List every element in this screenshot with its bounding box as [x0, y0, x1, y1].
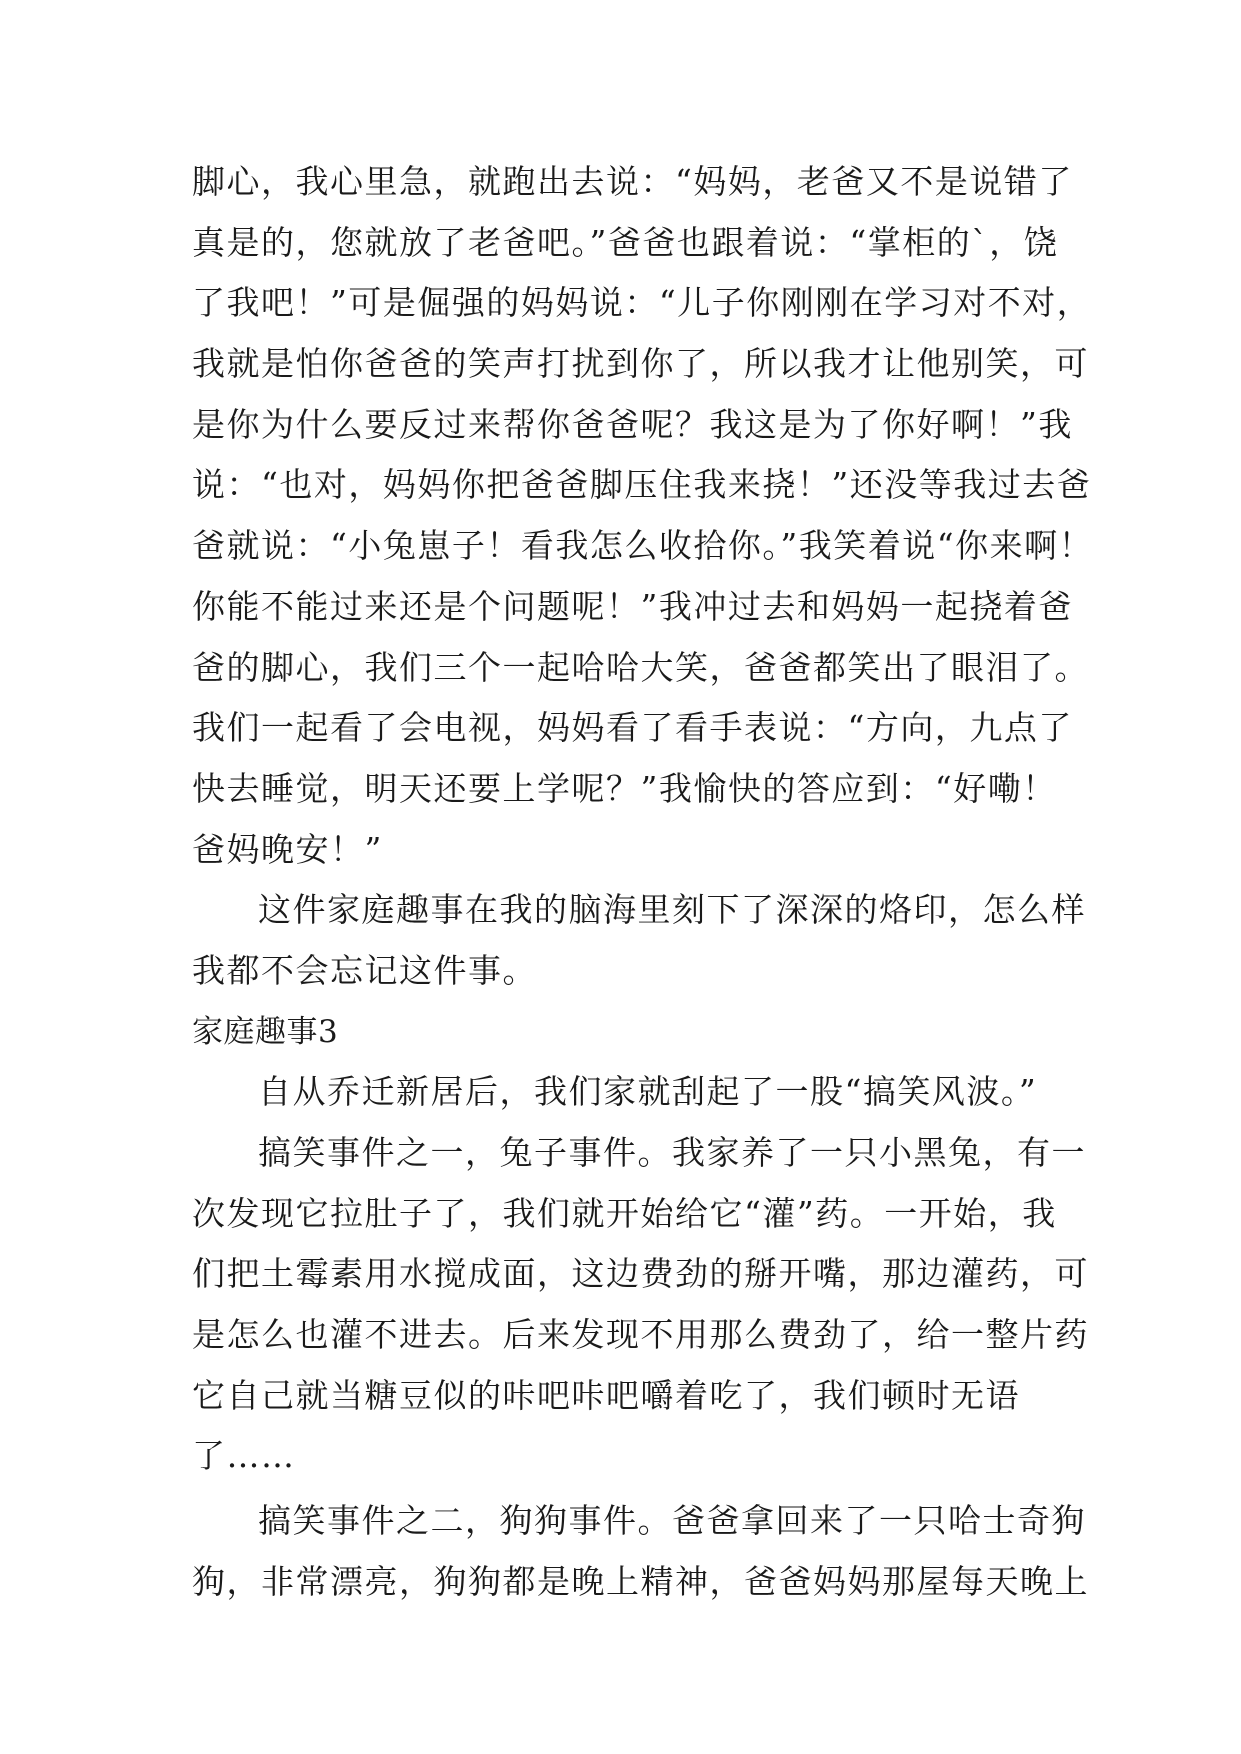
text-line: 搞笑事件之二，狗狗事件。爸爸拿回来了一只哈士奇狗 [258, 1501, 1086, 1541]
paragraph-2 [192, 880, 1086, 1001]
text-line: 搞笑事件之一，兔子事件。我家养了一只小黑兔，有一 [258, 1133, 1086, 1172]
text-line: 次发现它拉肚子了，我们就开始给它“灌”药。一开始，我 [192, 1193, 1057, 1233]
text-line: 我就是怕你爸爸的笑声打扰到你了，所以我才让他别笑，可 [192, 344, 1089, 384]
text-line: 你能不能过来还是个问题呢！”我冲过去和妈妈一起挠着爸 [192, 586, 1073, 626]
text-line: 了…… [192, 1436, 296, 1476]
text-line: 快去睡觉，明天还要上学呢？”我愉快的答应到：“好嘞！ [192, 768, 1057, 808]
paragraph-1 [192, 152, 1094, 880]
text-line: 了我吧！”可是倔强的妈妈说：“儿子你刚刚在学习对不对， [192, 283, 1092, 323]
paragraph-5 [192, 1491, 1089, 1612]
text-line: 们把土霉素用水搅成面，这边费劲的掰开嘴，那边灌药，可 [192, 1254, 1089, 1294]
paragraph-4 [192, 1123, 1089, 1487]
text-line: 这件家庭趣事在我的脑海里刻下了深深的烙印，怎么样 [258, 890, 1086, 930]
text-line: 爸就说：“小兔崽子！看我怎么收拾你。”我笑着说“你来啊！ [192, 526, 1094, 566]
text-line: 是怎么也灌不进去。后来发现不用那么费劲了，给一整片药 [192, 1315, 1089, 1355]
text-line: 是你为什么要反过来帮你爸爸呢？我这是为了你好啊！”我 [192, 404, 1073, 444]
text-line: 爸的脚心，我们三个一起哈哈大笑，爸爸都笑出了眼泪了。 [192, 647, 1089, 687]
text-line: 脚心，我心里急，就跑出去说：“妈妈，老爸又不是说错了 [192, 162, 1073, 201]
text-line: 我们一起看了会电视，妈妈看了看手表说：“方向，九点了 [192, 708, 1073, 748]
text-line: 说：“也对，妈妈你把爸爸脚压住我来挠！”还没等我过去爸 [192, 465, 1092, 505]
text-line: 狗，非常漂亮，狗狗都是晚上精神，爸爸妈妈那屋每天晚上 [192, 1561, 1089, 1601]
text-line: 真是的，您就放了老爸吧。”爸爸也跟着说：“掌柜的`，饶 [192, 222, 1059, 262]
text-line: 它自己就当糖豆似的咔吧咔吧嚼着吃了，我们顿时无语 [192, 1375, 1020, 1415]
text-line: 爸妈晚安！” [192, 829, 383, 869]
section-heading: 家庭趣事3 [192, 1013, 339, 1050]
text-line: 我都不会忘记这件事。 [192, 950, 537, 990]
paragraph-3 [192, 1062, 1072, 1123]
text-line: 自从乔迁新居后，我们家就刮起了一股“搞笑风波。” [258, 1072, 1038, 1112]
document-body [192, 152, 1094, 1613]
